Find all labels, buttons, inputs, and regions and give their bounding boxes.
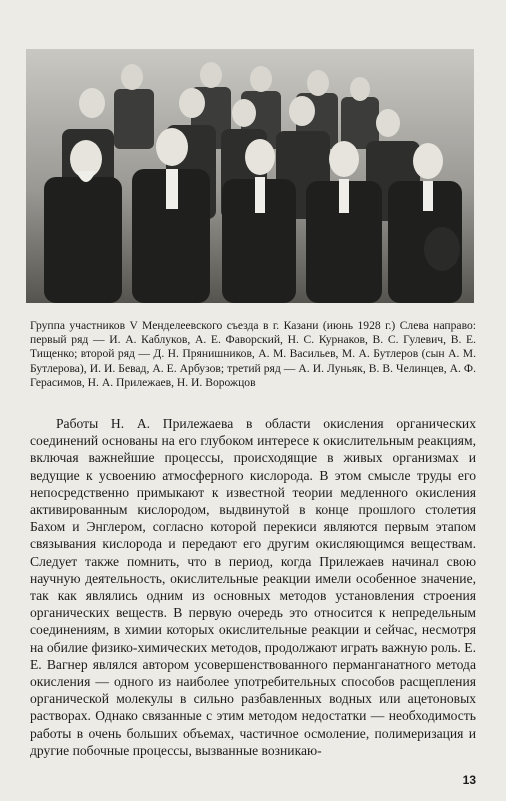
photo-image <box>26 49 474 303</box>
body-paragraph: Работы Н. А. Прилежаева в области окисления органических соединений основаны на его глубоком интересе к окислительным реакциям, включая важнейшие процессы, происходящие в живых организмах и ведущие к усвоению атмосферного кислорода. В этом смысле труды его непосредственно примыкают к известной теории медленного окисления активированным кислородом, выдвинутой в конце прошлого столетия Бахом и Энглером, согласно которой перекиси являются первым этапом связывания кислорода и передают его другим окисляющимся веществам. Следует также помнить, что в период, когда Прилежаев начинал свою научную деятельность, окислительные реакции имели особенное значение, так как являлись одним из основных методов установления строения органических веществ. В первую очередь это относится к непредельным соединениям, в химии которых окислительные реакции и сейчас, несмотря на обилие физико-химических методов, продолжают играть важную роль. Е. Е. Вагнер являлся автором усовершенствованного перманганатного метода окисления — одного из наиболее употребительных способов расщепления органической молекулы в сильно разбавленных водных или ацетоновых растворах. Однако связанные с этим методом недостатки — необходимость работы в очень больших объемах, частичное осмоление, полимеризация и другие побочные процессы, вызванные возникаю- <box>30 416 476 758</box>
page-number: 13 <box>462 773 476 787</box>
group-photograph <box>26 49 474 303</box>
article-body <box>30 415 476 759</box>
photo-caption <box>30 319 476 390</box>
caption-text: Группа участников V Менделеевского съезда в г. Казани (июнь 1928 г.) Слева направо: первый ряд — И. А. Каблуков, А. Е. Фаворский, Н. С. Курнаков, В. С. Гулевич, В. Е. Тищенко; второй ряд — Д. Н. Прянишников, А. М. Васильев, М. А. Бутлеров (сын А. М. Бутлерова), И. И. Бевад, А. Е. Арбузов; третий ряд — А. И. Луньяк, В. В. Челинцев, А. Ф. Герасимов, Н. А. Прилежаев, Н. И. Ворожцов <box>30 319 476 389</box>
